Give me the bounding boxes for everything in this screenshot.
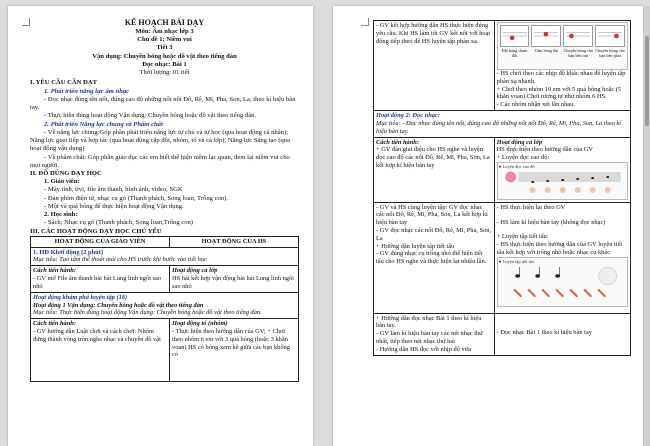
cell-text: - HS thực hiện lại theo GV [496, 203, 566, 211]
margin-corner-mark [22, 18, 30, 26]
illustration-title: ● Luyện đọc cao độ [498, 163, 535, 169]
table-cell-student [494, 313, 630, 355]
doc-lesson-name: Vận dụng: Chuyền bóng hoặc đồ vật theo tiếng đàn [92, 52, 237, 60]
table-cell-student [494, 137, 630, 202]
cell-text: HS hát kết hợp vận động bài hát Lung linh ngôi sao nhỏ [172, 275, 294, 290]
cell-text: - HS làm kí hiệu bàn tay (không đọc nhạc) [496, 219, 606, 227]
activity-heading: 1. HĐ Khởi động (2 phút) [33, 248, 103, 256]
step-label: Đặt bóng chạm đất [501, 48, 528, 59]
doc-topic: Chủ đề 1: Niềm vui [137, 36, 192, 44]
table-cell-student [170, 319, 299, 382]
table-header-teacher: HOẠT ĐỘNG CỦA GIÁO VIÊN [31, 236, 170, 247]
cell-heading: Hoạt động tổ (nhóm) [172, 320, 228, 328]
cell-text: - GV đúng nhạc cụ trống nhỏ thể hiện tiết tấu cho HS nghe và thực hiện lại nhiều lần. [376, 250, 487, 266]
table-cell-student [170, 266, 299, 292]
scrollbar-thumb[interactable] [645, 36, 649, 126]
subsection-heading: 1. Phát triển năng lực âm nhạc [44, 87, 130, 95]
doc-title: KẾ HOẠCH BÀI DẠY [124, 18, 205, 27]
rhythm-notes-icon [499, 264, 626, 302]
ball-passing-illustration [497, 22, 628, 70]
step-label: Chuyền bóng cho bạn bên trái [563, 48, 594, 59]
doc-duration: Thời lượng: 01 tiết [139, 69, 190, 77]
staff-notation-icon [499, 169, 626, 195]
table-cell-teacher [374, 202, 495, 313]
activity-objective: Mục tiêu: - Đọc nhạc đúng tên nốt, đúng cao độ những nốt nốt Đô, Rê, Mi, Pha, Son, La theo kí hiệu bàn tay. [376, 119, 622, 135]
section-heading: I. YÊU CẦU CẦN ĐẠT [30, 79, 97, 87]
doc-subject: Môn: Âm nhạc lớp 3 [135, 28, 194, 35]
illustration-step [500, 25, 530, 67]
cell-text: - GV đọc nhạc các nốt Đô, Rê, Mi, Pha, Son, La [376, 226, 492, 242]
activity-objective: Mục tiêu: Tạo tâm thế thoải mái cho HS trước khi bước vào tiết học [33, 256, 207, 264]
activity-heading: Hoạt động khám phá luyện tập (18) [33, 293, 128, 301]
activity-table-continued [373, 20, 631, 356]
cell-text: + Chơi theo nhóm 10 em với 5 quả bóng hoặc (5 khăn voan).Chơi tương tự như nhóm 6 HS. [496, 85, 622, 101]
cell-text: + GV đàn giai điệu cho HS nghe và luyện đọc cao độ các nốt Đô, Rê, Mi, Pha, Son, La kết hợp kí hiệu bàn tay [376, 146, 490, 169]
activity-table [30, 236, 299, 382]
document-page-right [333, 6, 643, 446]
table-header-student: HOẠT ĐỘNG CỦA HS [170, 236, 299, 247]
rhythm-practice-illustration [497, 257, 628, 307]
cell-text: - GV làm kí hiệu bàn tay các nét nhạc thứ nhất, tiếp theo nét nhạc thứ hai [376, 330, 483, 345]
table-cell-teacher [374, 21, 495, 111]
margin-corner-mark [361, 18, 369, 26]
table-row [31, 247, 299, 266]
cell-text: - GV mở File âm thanh bài hát Lung linh ngôi sao nhỏ [33, 275, 162, 290]
table-cell-teacher [31, 266, 170, 292]
subsection-heading: 2. Phát triển Năng lực chung và Phẩm chất [44, 120, 163, 128]
cell-text: - GV kết hợp hướng dẫn HS thực hiện đúng yêu cầu. Khi HS làm tốt GV kết nối với hoạt động tiếp theo để HS luyện tập phản xạ. [376, 22, 491, 45]
paragraph: - Về phẩm chất: Góp phần giáo dục các em biết thể hiện niềm lạc quan, đem lại niềm vui cho mọi người. [30, 153, 290, 169]
table-cell-teacher [31, 319, 170, 382]
vertical-scrollbar[interactable] [644, 6, 650, 446]
doc-reading: Đọc nhạc: Bài 1 [142, 60, 187, 68]
cell-text: + Luyện tập tiết tấu: [496, 233, 549, 241]
table-cell-teacher [374, 137, 495, 202]
pitch-reading-illustration [497, 162, 628, 200]
cell-text: HS thực hiện theo hướng dẫn của GV [496, 146, 594, 154]
paragraph: - Sách; Nhạc cụ gõ (Thanh phách, Song loan,Trống con) [44, 219, 193, 227]
paragraph: - Máy tính, tivi, file âm thanh, hình ảnh, video, SGK [44, 186, 183, 194]
section-heading: III. CÁC HOẠT ĐỘNG DẠY HỌC CHỦ YẾU [30, 227, 162, 235]
doc-lesson-no: Tiết 3 [156, 44, 173, 52]
page-left-content [30, 18, 299, 382]
document-page-left [8, 6, 313, 446]
cell-text: - Các nhóm nhận xét lẫn nhau. [496, 101, 575, 109]
cell-text: - HS chơi theo các nhịp độ khác nhau để luyện tập phản xạ nhanh. [496, 70, 626, 85]
table-row [374, 111, 631, 137]
activity-subheading: Hoạt động 1 Vận dụng: Chuyền bóng hoặc đồ vật theo tiếng đàn [33, 301, 204, 309]
illustration-step [595, 25, 625, 67]
cell-heading: Cách tiến hành: [376, 138, 419, 146]
section-heading: II. ĐỒ DÙNG DẠY HỌC [30, 169, 102, 177]
cell-text: + Hướng dẫn luyện tập tiết tấu [376, 242, 455, 250]
activity-objective: Mục tiêu: Thực hiện đúng hoạt động Vận dụng: Chuyền bóng hoặc đồ vật theo tiếng đàn. [33, 309, 262, 317]
cell-heading: Hoạt động cả lớp [496, 138, 543, 146]
subsection-heading: 1. Giáo viên: [44, 178, 80, 186]
step-label: Chuyền bóng cho bạn bên phải [595, 48, 625, 59]
cell-text: + Luyện đọc cao độ: [496, 154, 550, 162]
cell-text: - GV và HS cùng luyện tập: GV đọc nhạc các nốt Đô, Rê, Mi, Pha, Son, La kết hợp kí hiệu bàn tay [376, 203, 488, 227]
cell-heading: Hoạt động cả lớp [172, 267, 218, 275]
cell-text: - GV hướng dẫn Luật chơi và cách chơi: Nhóm đứng thành vòng tròn nghe nhạc và chuyền đồ vật [33, 327, 161, 343]
table-cell-teacher [374, 313, 495, 355]
paragraph: - Về năng lực chung:Góp phần phát triển năng lực tự chủ và tự học (qua hoạt động cá nhân); Năng lực giao tiếp và hợp tác (qua hoạt động cặp đôi, nhóm, tổ và cả lớp); Năng lực Sáng tạo (qua hoạt động vận dụng) [30, 128, 291, 153]
cell-text: - Đọc nhạc Bài 1 theo kí hiệu bàn tay [496, 328, 592, 336]
cell-heading: Cách tiến hành: [33, 320, 76, 328]
subsection-heading: 2. Học sinh: [44, 211, 78, 219]
table-cell-student [494, 21, 630, 111]
illustration-title: ● Luyện tập tiết tấu [498, 258, 535, 264]
cell-text: - HS thực hiện theo hướng dẫn của GV luyện tiết tấu kết hợp với trống nhỏ hoặc nhạc cụ khác [496, 240, 623, 256]
paragraph: - Đọc nhạc đúng tên nốt, đúng cao độ những nốt nốt Đô, Rê, Mi, Pha, Son, La, theo kí hiệu bàn tay. [30, 95, 296, 112]
step-label: Cầm bóng lên [534, 48, 559, 53]
paragraph: - Đàn phím điện tử, nhạc cụ gõ (Thanh phách, Song loan, Trống con). [44, 194, 228, 202]
table-cell-student [494, 202, 630, 313]
illustration-step [563, 25, 593, 67]
cell-text: - Thực hiện theo hướng dẫn của GV; + Chơi theo nhóm 6 em với 3 quả bóng (hoặc 3 khăn voan) HS có bóng xem kẽ giữa các bạn không có [172, 327, 290, 359]
page-right-content [373, 20, 631, 356]
cell-text: - Hướng dẫn HS đọc với nhịp độ vừa [376, 345, 471, 353]
paragraph: - Thực hiện đúng hoạt động Vận dụng: Chuyền bóng hoặc đồ vật theo tiếng đàn. [44, 112, 257, 120]
cell-text: + Hướng dẫn đọc nhạc Bài 1 theo kí hiệu bàn tay. [376, 314, 482, 330]
activity-heading: Hoạt động 2: Đọc nhạc: [376, 112, 440, 120]
cell-heading: Cách tiến hành: [33, 267, 76, 275]
paragraph: - Một và quả bóng để thực hiện hoạt động Vận dụng. [44, 202, 184, 210]
table-row [31, 292, 299, 318]
illustration-step [531, 25, 561, 67]
